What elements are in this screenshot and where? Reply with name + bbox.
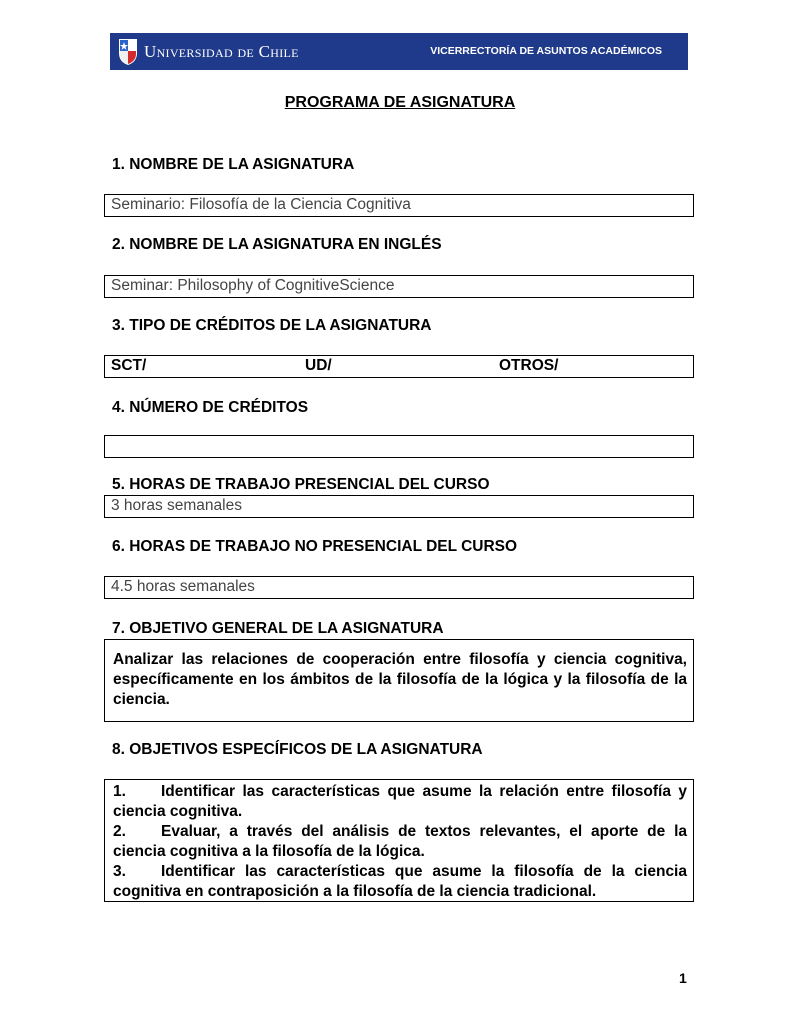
list-item: 2. Evaluar, a través del análisis de textos relevantes, el aporte de la ciencia cognitiva a la filosofía de la lógica. [113, 823, 687, 860]
general-objective-field [104, 639, 694, 722]
credit-type-ud: UD/ [305, 357, 332, 374]
section-2-heading: 2. NOMBRE DE LA ASIGNATURA EN INGLÉS [112, 236, 442, 253]
section-4-heading: 4. NÚMERO DE CRÉDITOS [112, 399, 309, 416]
course-name-value: Seminario: Filosofía de la Ciencia Cognitiva [111, 196, 411, 213]
section-8-heading: 8. OBJETIVOS ESPECÍFICOS DE LA ASIGNATURA [112, 741, 483, 758]
credit-number-field [104, 435, 694, 458]
university-name: Universidad de Chile [144, 42, 299, 61]
section-6-heading: 6. HORAS DE TRABAJO NO PRESENCIAL DEL CURSO [112, 538, 518, 555]
page-number: 1 [679, 970, 687, 986]
section-5-heading: 5. HORAS DE TRABAJO PRESENCIAL DEL CURSO [112, 476, 490, 493]
specific-objectives-list [105, 780, 693, 902]
section-1-heading: 1. NOMBRE DE LA ASIGNATURA [112, 156, 355, 173]
non-presential-hours-value: 4.5 horas semanales [111, 578, 255, 595]
document-title: PROGRAMA DE ASIGNATURA [284, 94, 516, 111]
list-item: 3. Identificar las características que asume la filosofía de la ciencia cognitiva en contraposición a la filosofía de la ciencia tradicional. [113, 863, 687, 900]
non-presential-hours-field [104, 576, 694, 599]
general-objective-text: Analizar las relaciones de cooperación entre filosofía y ciencia cognitiva, específicamente en los ámbitos de la filosofía de la lógica y la filosofía de la ciencia. [113, 651, 687, 708]
list-item: 1. Identificar las características que asume la relación entre filosofía y ciencia cognitiva. [113, 783, 687, 820]
credit-type-otros: OTROS/ [499, 357, 559, 374]
section-7-heading: 7. OBJETIVO GENERAL DE LA ASIGNATURA [112, 620, 444, 637]
presential-hours-value: 3 horas semanales [111, 497, 242, 514]
credit-type-field [104, 355, 694, 378]
office-name: VICERRECTORÍA DE ASUNTOS ACADÉMICOS [430, 45, 662, 57]
section-3-heading: 3. TIPO DE CRÉDITOS DE LA ASIGNATURA [112, 317, 432, 334]
specific-objectives-field [104, 779, 694, 902]
course-name-field [104, 194, 694, 217]
course-name-english-field [104, 275, 694, 298]
header-banner [110, 33, 688, 70]
university-crest-icon [117, 37, 139, 66]
credit-type-sct: SCT/ [111, 357, 147, 374]
presential-hours-field [104, 495, 694, 518]
course-name-english-value: Seminar: Philosophy of CognitiveScience [111, 277, 395, 294]
